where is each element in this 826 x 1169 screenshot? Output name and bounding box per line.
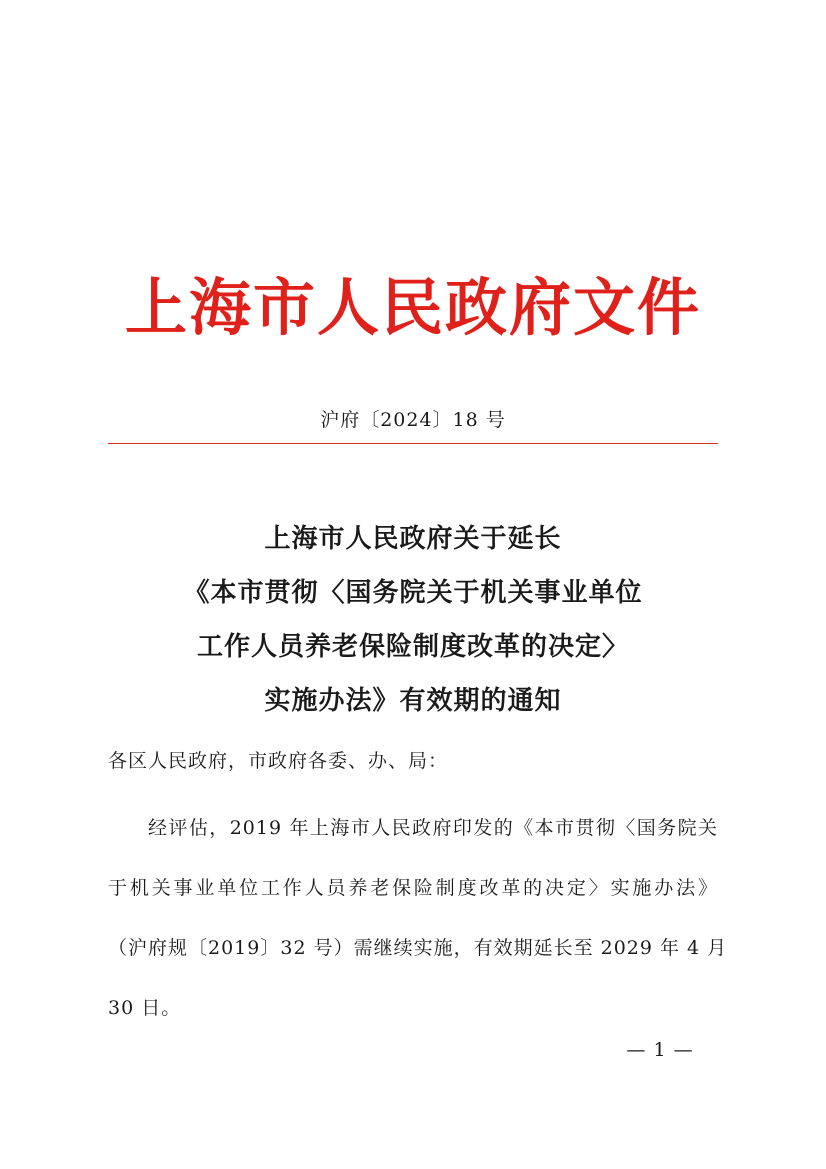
document-number: 沪府〔2024〕18 号 — [320, 409, 506, 431]
title-line-2: 《本市贯彻〈国务院关于机关事业单位 — [183, 578, 643, 608]
body-line-2: 于机关事业单位工作人员养老保险制度改革的决定〉实施办法》 — [108, 877, 718, 899]
title-line-1: 上海市人民政府关于延长 — [264, 524, 562, 554]
body-line-1: 经评估，2019 年上海市人民政府印发的《本市贯彻〈国务院关 — [148, 817, 718, 839]
body-paragraph — [108, 810, 728, 1050]
body-line-4: 30 日。 — [108, 997, 182, 1019]
title-line-4: 实施办法》有效期的通知 — [264, 686, 562, 716]
red-separator-line — [108, 443, 718, 444]
body-line-3: （沪府规〔2019〕32 号）需继续实施，有效期延长至 2029 年 4 月 — [108, 937, 728, 959]
document-masthead: 上海市人民政府文件 — [124, 271, 701, 344]
page-number: — 1 — — [626, 1039, 694, 1061]
salutation: 各区人民政府，市政府各委、办、局： — [108, 750, 449, 772]
notice-title — [108, 512, 718, 728]
title-line-3: 工作人员养老保险制度改革的决定〉 — [196, 632, 629, 662]
